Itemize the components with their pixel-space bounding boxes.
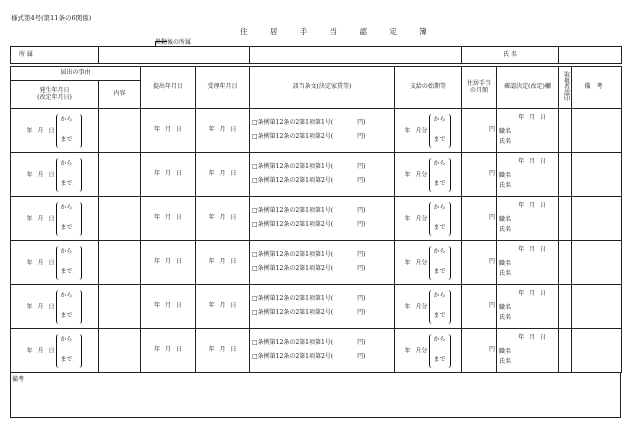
from-to-brace	[429, 245, 451, 281]
from-label: から	[60, 247, 73, 255]
post-label: 職名	[499, 216, 512, 223]
allowance-amount-cell[interactable]: 円	[462, 329, 497, 373]
occurrence-ymd: 年 月 日	[26, 347, 55, 354]
post-label: 職名	[499, 260, 512, 267]
content-cell[interactable]	[99, 285, 141, 329]
content-cell[interactable]	[99, 197, 141, 241]
payment-ym: 年 月分	[404, 215, 428, 222]
submission-date-cell[interactable]: 年 月 日	[141, 241, 196, 285]
occurrence-date-label: 発生年月日	[39, 86, 70, 94]
allowance-month-line1: 住居手当	[467, 79, 492, 87]
content-cell[interactable]	[99, 109, 141, 153]
article-2-checkbox[interactable]: □条例第12条の2第1項第2号( 円)	[252, 309, 366, 316]
remarks-cell[interactable]	[572, 329, 622, 373]
payment-ym: 年 月分	[404, 303, 428, 310]
from-label: から	[60, 291, 73, 299]
table-row	[11, 197, 622, 241]
name-label: 氏 名	[462, 47, 559, 64]
occurrence-date-cell[interactable]	[11, 197, 99, 241]
allowance-amount-cell[interactable]: 円	[462, 109, 497, 153]
note-leader-line	[155, 41, 167, 42]
content-cell[interactable]	[99, 153, 141, 197]
occurrence-ymd: 年 月 日	[26, 171, 55, 178]
receipt-date-cell[interactable]: 年 月 日	[196, 197, 250, 241]
header-allowance-month	[462, 67, 497, 109]
from-to-brace	[429, 201, 451, 237]
to-label: まで	[60, 223, 73, 231]
from-label: から	[60, 203, 73, 211]
remarks-cell[interactable]	[572, 241, 622, 285]
approval-cell[interactable]: 年 月 日 職名 氏名	[497, 109, 559, 153]
to-label: まで	[433, 355, 446, 363]
post-label: 職名	[499, 172, 512, 179]
remarks-cell[interactable]	[572, 285, 622, 329]
header-payment-start: 支給の始期等	[395, 67, 462, 109]
content-cell[interactable]	[99, 241, 141, 285]
occurrence-date-sub: (改定年月日)	[37, 93, 72, 101]
from-label: から	[433, 159, 446, 167]
note-after-transfer: 異動後の所属	[155, 39, 192, 46]
allowance-month-line2: の月額	[470, 86, 489, 94]
occurrence-date-cell[interactable]	[11, 241, 99, 285]
to-label: まで	[433, 267, 446, 275]
remarks-box[interactable]	[10, 372, 621, 418]
submission-date-cell[interactable]: 年 月 日	[141, 329, 196, 373]
article-2-checkbox[interactable]: □条例第12条の2第1項第2号( 円)	[252, 353, 366, 360]
table-row	[11, 329, 622, 373]
articles-cell[interactable]	[250, 109, 395, 153]
header-handler-approval: 取扱者認印	[559, 67, 572, 109]
from-to-brace	[56, 157, 82, 193]
receipt-date-cell[interactable]: 年 月 日	[196, 241, 250, 285]
article-2-checkbox[interactable]: □条例第12条の2第1項第2号( 円)	[252, 177, 366, 184]
content-cell[interactable]	[99, 329, 141, 373]
submission-date-cell[interactable]: 年 月 日	[141, 285, 196, 329]
article-2-checkbox[interactable]: □条例第12条の2第1項第2号( 円)	[252, 221, 366, 228]
from-to-brace	[56, 113, 82, 149]
allowance-amount-cell[interactable]: 円	[462, 153, 497, 197]
occurrence-ymd: 年 月 日	[26, 127, 55, 134]
article-2-checkbox[interactable]: □条例第12条の2第1項第2号( 円)	[252, 265, 366, 272]
submission-date-cell[interactable]: 年 月 日	[141, 153, 196, 197]
from-to-brace	[429, 289, 451, 325]
person-label: 氏名	[499, 358, 512, 365]
handler-seal-cell[interactable]	[559, 329, 572, 373]
payment-ym: 年 月分	[404, 171, 428, 178]
table-row	[11, 241, 622, 285]
occurrence-ymd: 年 月 日	[26, 259, 55, 266]
payment-ym: 年 月分	[404, 259, 428, 266]
from-to-brace	[56, 333, 82, 369]
from-to-brace	[56, 201, 82, 237]
post-label: 職名	[499, 304, 512, 311]
article-1-checkbox[interactable]: □条例第12条の2第1項第1号( 円)	[252, 339, 366, 347]
articles-cell[interactable]	[250, 197, 395, 241]
person-label: 氏名	[499, 270, 512, 277]
article-1-checkbox[interactable]: □条例第12条の2第1項第1号( 円)	[252, 295, 366, 303]
document-title: 住 居 手 当 認 定 簿	[240, 27, 437, 36]
handler-seal-cell[interactable]	[559, 197, 572, 241]
article-1-checkbox[interactable]: □条例第12条の2第1項第1号( 円)	[252, 207, 366, 215]
submission-date-cell[interactable]: 年 月 日	[141, 197, 196, 241]
header-remarks: 備考	[572, 67, 622, 109]
articles-cell[interactable]	[250, 285, 395, 329]
submission-date-cell[interactable]: 年 月 日	[141, 109, 196, 153]
article-1-checkbox[interactable]: □条例第12条の2第1項第1号( 円)	[252, 163, 366, 171]
receipt-date-cell[interactable]: 年 月 日	[196, 285, 250, 329]
occurrence-date-cell[interactable]	[11, 153, 99, 197]
payment-ym: 年 月分	[404, 347, 428, 354]
remarks-cell[interactable]	[572, 109, 622, 153]
approval-cell[interactable]: 年 月 日 職名 氏名	[497, 285, 559, 329]
from-label: から	[433, 291, 446, 299]
from-to-brace	[429, 113, 451, 149]
article-1-checkbox[interactable]: □条例第12条の2第1項第1号( 円)	[252, 251, 366, 259]
articles-cell[interactable]	[250, 153, 395, 197]
person-label: 氏名	[499, 182, 512, 189]
to-label: まで	[60, 267, 73, 275]
payment-start-cell[interactable]	[395, 153, 462, 197]
header-approval-decision: 確認決定(改定)欄	[497, 67, 559, 109]
payment-start-cell[interactable]	[395, 329, 462, 373]
occurrence-ymd: 年 月 日	[26, 215, 55, 222]
approval-cell[interactable]: 年 月 日 職名 氏名	[497, 241, 559, 285]
approval-cell[interactable]: 年 月 日 職名 氏名	[497, 329, 559, 373]
allowance-amount-cell[interactable]: 円	[462, 241, 497, 285]
to-label: まで	[60, 179, 73, 187]
dept-field-current[interactable]	[99, 47, 250, 64]
person-label: 氏名	[499, 138, 512, 145]
occurrence-date-cell[interactable]	[11, 329, 99, 373]
from-label: から	[60, 115, 73, 123]
header-submission-date: 提出年月日	[141, 67, 196, 109]
article-1-checkbox[interactable]: □条例第12条の2第1項第1号( 円)	[252, 119, 366, 127]
occurrence-date-cell[interactable]	[11, 109, 99, 153]
allowance-amount-cell[interactable]: 円	[462, 197, 497, 241]
payment-start-cell[interactable]	[395, 241, 462, 285]
from-to-brace	[56, 289, 82, 325]
approval-cell[interactable]: 年 月 日 職名 氏名	[497, 153, 559, 197]
receipt-date-cell[interactable]: 年 月 日	[196, 109, 250, 153]
payment-start-cell[interactable]	[395, 285, 462, 329]
from-to-brace	[429, 333, 451, 369]
allowance-register-table	[10, 46, 622, 373]
from-label: から	[433, 335, 446, 343]
from-label: から	[433, 247, 446, 255]
remarks-cell[interactable]	[572, 153, 622, 197]
remarks-cell[interactable]	[572, 197, 622, 241]
remarks-label: 備考	[12, 376, 25, 383]
occurrence-date-cell[interactable]	[11, 285, 99, 329]
handler-seal-cell[interactable]	[559, 241, 572, 285]
articles-cell[interactable]	[250, 241, 395, 285]
post-label: 職名	[499, 128, 512, 135]
to-label: まで	[60, 135, 73, 143]
to-label: まで	[60, 355, 73, 363]
header-occurrence-date	[11, 81, 99, 109]
post-label: 職名	[499, 348, 512, 355]
dept-field-after[interactable]	[250, 47, 462, 64]
approval-cell[interactable]: 年 月 日 職名 氏名	[497, 197, 559, 241]
dept-label: 所 属	[11, 47, 99, 64]
occurrence-ymd: 年 月 日	[26, 303, 55, 310]
to-label: まで	[433, 179, 446, 187]
handler-seal-cell[interactable]	[559, 285, 572, 329]
table-row	[11, 109, 622, 153]
payment-start-cell[interactable]	[395, 109, 462, 153]
header-row-1	[11, 67, 622, 81]
from-to-brace	[56, 245, 82, 281]
header-applicable-articles: 該当条文(決定家賃等)	[250, 67, 395, 109]
person-label: 氏名	[499, 226, 512, 233]
name-field[interactable]	[559, 47, 622, 64]
from-label: から	[433, 115, 446, 123]
payment-start-cell[interactable]	[395, 197, 462, 241]
form-number: 様式第4号(第11条の6関係)	[11, 14, 92, 22]
receipt-date-cell[interactable]: 年 月 日	[196, 153, 250, 197]
articles-cell[interactable]	[250, 329, 395, 373]
to-label: まで	[433, 311, 446, 319]
department-row	[11, 47, 622, 64]
from-label: から	[60, 335, 73, 343]
header-content: 内容	[99, 81, 141, 109]
from-label: から	[60, 159, 73, 167]
handler-seal-cell[interactable]	[559, 153, 572, 197]
article-2-checkbox[interactable]: □条例第12条の2第1項第2号( 円)	[252, 133, 366, 140]
to-label: まで	[433, 223, 446, 231]
handler-seal-cell[interactable]	[559, 109, 572, 153]
allowance-amount-cell[interactable]: 円	[462, 285, 497, 329]
header-receipt-date: 受理年月日	[196, 67, 250, 109]
to-label: まで	[60, 311, 73, 319]
payment-ym: 年 月分	[404, 127, 428, 134]
from-to-brace	[429, 157, 451, 193]
person-label: 氏名	[499, 314, 512, 321]
receipt-date-cell[interactable]: 年 月 日	[196, 329, 250, 373]
header-notification-reason: 届出の事由	[11, 67, 141, 81]
to-label: まで	[433, 135, 446, 143]
table-row	[11, 285, 622, 329]
table-row	[11, 153, 622, 197]
from-label: から	[433, 203, 446, 211]
